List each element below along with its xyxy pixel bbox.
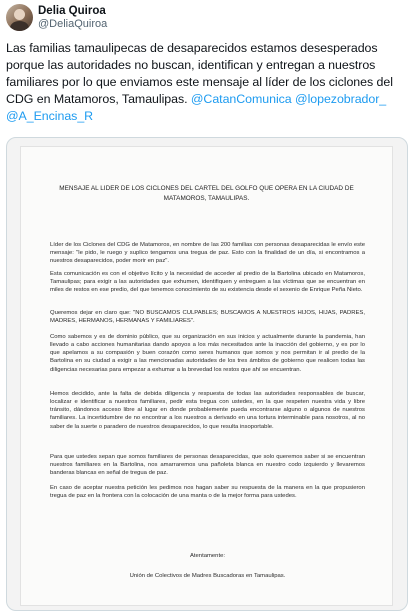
- avatar[interactable]: [6, 4, 33, 31]
- letter-paragraph: Queremos dejar en claro que: "NO BUSCAMOS CULPABLES; BUSCAMOS A NUESTROS HIJOS, HIJAS, PADRES, MADRES, HERMANOS, HERMANAS Y FAMILIARES".: [50, 310, 365, 325]
- author-info: [38, 5, 107, 31]
- letter-closing: Atentamente:: [189, 553, 226, 559]
- letter-signature: Unión de Colectivos de Madres Buscadoras en Tamaulipas.: [129, 573, 286, 579]
- tweet-header: [6, 4, 107, 31]
- letter-paragraph: Para que ustedes sepan que somos familiares de personas desaparecidas, que solo queremos saber si se encuentran nuestros familiares en la Bartolina, nos amarraremos una pañoleta blanca en nuestro codo izquierdo y llevaremos banderas blancas en señal de tregua de paz.: [50, 454, 365, 477]
- tweet-body: Las familias tamaulipecas de desaparecidos estamos desesperados porque las autoridades no buscan, identifican y entregan a nuestros familiares por lo que enviamos este mensaje al líder de los ciclones del CDG en Matamoros, Tamaulipas.: [6, 41, 393, 106]
- user-handle[interactable]: @DeliaQuiroa: [38, 17, 108, 30]
- letter-image: [21, 147, 392, 605]
- display-name[interactable]: Delia Quiroa: [38, 4, 106, 17]
- mention-link[interactable]: @CatanComunica: [190, 92, 292, 106]
- tweet-media[interactable]: [6, 137, 408, 611]
- letter-paragraph: Esta comunicación es con el objetivo lícito y la necesidad de acceder al predio de la Bartolina ubicado en Matamoros, Tamaulipas; para exigir a las autoridades que exhumen, identifiquen y entreguen a las víctimas que se encuentran en miles de restos en ese predio, del que tenemos conocimiento de su existencia desde el sexenio de Enrique Peña Nieto.: [50, 271, 365, 294]
- mention-link[interactable]: @lopezobrador_: [295, 92, 387, 106]
- letter-paragraph: En caso de aceptar nuestra petición les pedimos nos hagan saber su respuesta de la manera en la que propusieron tregua de paz en la frontera con la colocación de una manta o de la mejor forma para ustedes.: [50, 485, 365, 500]
- letter-paragraph: Líder de los Ciclones del CDG de Matamoros, en nombre de las 200 familias con personas desaparecidas le envío este mensaje: "le pido, le ruego y suplico tengamos una tregua de paz. Esto con la finalidad de un día, si encontramos a nuestros desaparecidos, poder morir en paz".: [50, 242, 365, 265]
- tweet-text: [6, 40, 408, 125]
- letter-paragraph: Hemos decidido, ante la falta de debida diligencia y respuesta de todas las autoridades responsables de buscar, localizar e identificar a nuestros familiares, pedir esta tregua con ustedes, en la que respeten nuestra vida y libre tránsito, dándonos acceso libre al lugar en donde probablemente pueda encontrarse alguno o algunos de nuestros familiares. La incertidumbre de no encontrar a los nuestros a derivado en una tortura interminable para nosotros, al no saber de la suerte o paradero de nuestros desaparecidos, lo que resulta insoportable.: [50, 391, 365, 430]
- mention-link[interactable]: @A_Encinas_R: [6, 109, 94, 123]
- letter-title: MENSAJE AL LIDER DE LOS CICLONES DEL CARTEL DEL GOLFO QUE OPERA EN LA CIUDAD DE MATAMOROS, TAMAULIPAS.: [59, 185, 354, 202]
- letter-paragraph: Como sabemos y es de dominio público, que su organización en sus inicios y actualmente durante la pandemia, han llevado a cabo acciones humanitarias dando apoyos a los más necesitados ante la inacción del gobierno, y es por lo que apelamos a su compasión y buen corazón como seres humanos que somos y nos permitan ir al predio de la Bartolina en su ciudad a exigir a las mencionadas autoridades de los tres ámbitos de gobierno que realicen todas las diligencias necesarias para empezar a exhumar a la brevedad los restos que ahí se encuentran.: [50, 334, 365, 373]
